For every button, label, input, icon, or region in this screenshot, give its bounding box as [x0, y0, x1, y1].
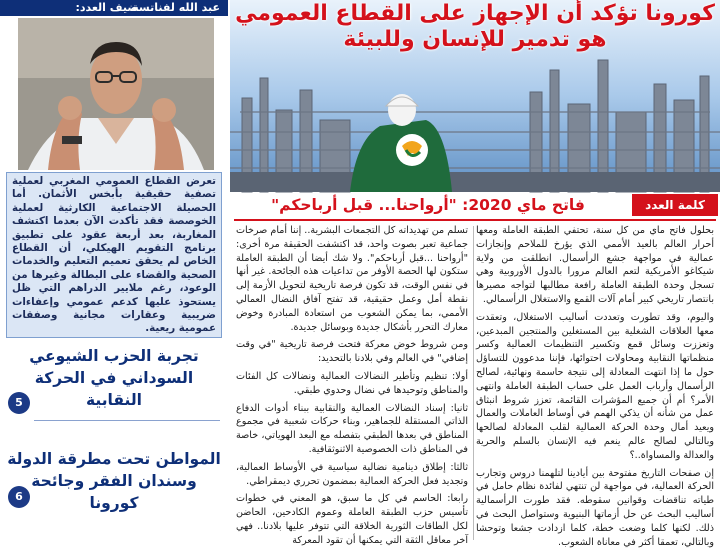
- paragraph: ومن شروط خوض معركة فتحت فرصة تاريخية "في وقت إضافي" في العالم وفي بلادنا بالتحديد:: [236, 339, 468, 365]
- teaser-divider: [34, 420, 220, 421]
- article-column-right: [476, 224, 714, 548]
- guest-portrait: [18, 18, 214, 170]
- paragraph: رابعا: الحاسم في كل ما سبق، هو المعني في خطوات تأسيس حزب الطبقة العاملة وعموم الكادحين، الحاضن لكل الطاقات الثورية الخلاقة التي تتوفر عليها بلادنا.. فهي آخر معاقل الثقة التي يمكنها أن تقود المعركة: [236, 493, 468, 546]
- guest-name: عبد الله لفناتسة: [132, 1, 220, 14]
- column-divider: [473, 226, 474, 540]
- teaser-article-5[interactable]: تجربة الحزب الشيوعي السوداني في الحركة النقابية: [29, 347, 199, 409]
- main-column: [230, 0, 720, 548]
- guest-header: [0, 0, 228, 16]
- paragraph: بحلول فاتح ماي من كل سنة، تحتفي الطبقة العاملة ومعها أحرار العالم بالعيد الأممي الذي يؤرخ للملاحم وإنجازات عمالية في مواجهة جشع الرأسمال. انطلقت من ولاية شيكاغو الأمريكية لتعم العالم مرورا بالدول الأوروبية وهي تسجل وحدة الطبقة العاملة رافعة مطالبها لتواجه مصيرها بانتصار تاريخي كبير أمام آلات القمع والاستغلال الرأسمالي.: [476, 225, 714, 305]
- section-label: كلمة العدد: [632, 194, 718, 216]
- title-divider: [234, 219, 716, 221]
- teaser-article-6[interactable]: المواطن تحت مطرقة الدولة وسندان الفقر وجائحة كورونا: [7, 450, 221, 512]
- article-column-left: [236, 224, 468, 546]
- hero-image: [230, 0, 720, 192]
- page-number-badge: 5: [8, 392, 30, 414]
- paragraph: واليوم، وقد تطورت وتعددت أساليب الاستغلال، وتعقدت معها العلاقات الشغلية بين المستغلين والمنتجين المبدعين، وتعززت وسائل قمع وتكسير التنظيمات العمالية وكسر منظماتها النقابية ومحاولات احتوائها، فإننا مدعوون للتساؤل حول ما إذا انتهت المعادلة إلى نتيجة حاسمة ونهائية، لصالح الرأسمال وأرباب العمل على حساب الطبقة العاملة وانتهى الأمر؟ أم أن جميع المؤشرات القائمة، تعزز شروط انبثاق عمل من شأنه أن يذكي الهمم في أوساط العاملات والعمال ويعيد أمال وحدة الحركة العمالية لقلب المعادلة لصالحها وبالتالي لصالح عالم ينعم فيه الإنسان بالسلم والحرية والعدالة والمساواة..؟: [476, 311, 714, 461]
- page-number-badge: 6: [8, 486, 30, 508]
- paragraph: إن صفحات التاريخ مفتوحة بين أيادينا لتلهمنا دروس وتجارب الحركة العمالية، في مواجهة لن تنتهي لفائدة نظام حامل في طياته تناقضات وقوانين سقوطه. فقد طورت الرأسمالية أساليب البحث عن حل أزماتها البنيوية وستواصل البحث في ذلك. لكنها كلما وضعت خطة، كلما ازدادت جشعا وتوحشا وبالتالي، تعمقا أكثر في معاناة الشعوب.: [476, 467, 714, 548]
- paragraph: تسلم من تهديداته كل التجمعات البشرية.. إننا أمام صرخات جماعية تعبر بصوت واحد، قد اكتشفت الحقيقة مرة أخرى: "أرواحنا ...قبل أرباحكم". ولا شك أيضا أن الطبقة العاملة ستكون لها الحصة الأوفر من تداعيات هذه الجائحة. غير أنها في نفس الوقت، قد تكون فرصة تاريخية لتحويل الأزمة إلى نقطة أمل وعمل حقيقية، قد تفتح آفاق النضال العمالي الأممي، بما يمكن الشعوب من استعادة المبادرة وخوض معارك التحرر بأشكال جديدة وبوسائل جديدة.: [236, 225, 468, 333]
- headline-line-2: هو تدمير للإنسان وللبيئة: [343, 27, 607, 52]
- guest-column: [0, 0, 228, 540]
- guest-quote: تعرض القطاع العمومي المغربي لعملية تصفية حقيقية بأبخس الأثمان. أما الحصيلة الاجتماعية الكارثية لعملية الخوصصة فقد تأكدت الآن بعدما اكتشف المغاربة، بعد أربعة عقود على تطبيق برنامج التقويم الهيكلي، أن القطاع الخاص لم يحقق تعميم التعليم والخدمات الصحية والقضاء على البطالة وغيرها من الوعود، رغم ملايير الدراهم التي ظل يستحوذ عليها كدعم عمومي وإعفاءات ضريبية وعقارات مجانية وصفقات عمومية ريعية.: [6, 172, 222, 338]
- guest-label: ضيف العدد:: [75, 1, 138, 14]
- paragraph: ثانيا: إسناد النضالات العمالية والنقابية ببناء أدوات الدفاع الذاتي المستقلة للجماهير، وبناء حركات شعبية في مجموع المناطق في بعدها الطبقي بتفصله مع البعد الهوياتي، خاصة في المناطق ذات الخصوصية الاثنوثقافية.: [236, 402, 468, 455]
- headline: [230, 0, 720, 53]
- article-title: فاتح ماي 2020: "أرواحنا... قبل أرباحكم": [271, 196, 585, 214]
- headline-line-1: كورونا تؤكد أن الإجهاز على القطاع العمومي: [235, 1, 715, 26]
- guest-portrait-image: [18, 18, 214, 170]
- paragraph: أولا: تنظيم وتأطير النضالات العمالية ونضالات كل الفئات والمناطق وتوحيدها في نضال وحدوي طبقي.: [236, 370, 468, 396]
- paragraph: ثالثا: إطلاق دينامية نضالية سياسية في الأوساط العمالية، وتجديد فعل الحركة العمالية بمضمون تحرري ديمقراطي.: [236, 461, 468, 487]
